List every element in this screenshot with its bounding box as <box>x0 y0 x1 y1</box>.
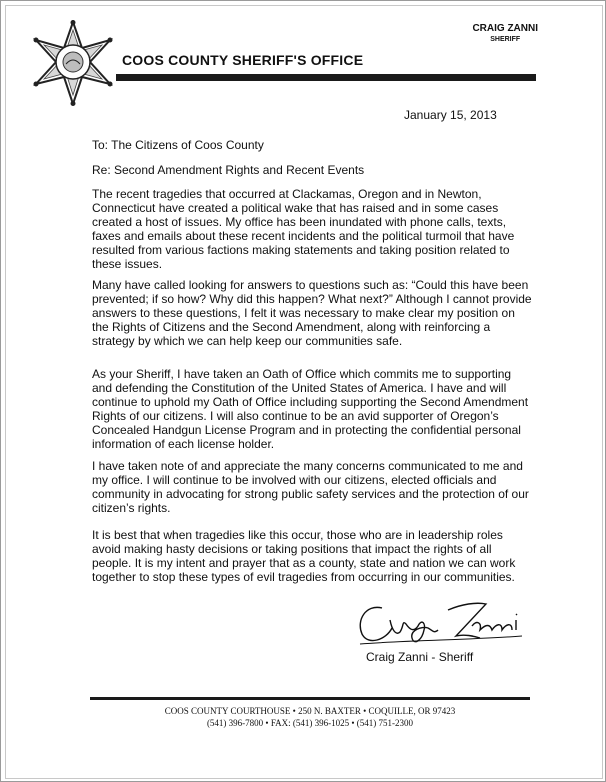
body-paragraph-2: Many have called looking for answers to questions such as: “Could this have been prevented; if so how? Why did this happen? What next?” Although I cannot provide answers to these questions, I felt it was necessary to make clear my position on the Rights of Citizens and the Second Amendment, along with reinforcing a strategy by which we can help keep our communities safe. <box>92 278 532 348</box>
footer-phones: (541) 396-7800 • FAX: (541) 396-1025 • (541) 751-2300 <box>206 718 414 728</box>
body-paragraph-4: I have taken note of and appreciate the many concerns communicated to me and my office. I will continue to be involved with our citizens, elected officials and community in advocating for strong public safety services and the protection of our citizen’s rights. <box>92 459 529 515</box>
body-paragraph-3: As your Sheriff, I have taken an Oath of Office which commits me to supporting and defending the Constitution of the United States of America. I have and will continue to uphold my Oath of Office including supporting the Second Amendment Rights of our citizens. I will also continue to be an avid supporter of Oregon’s Concealed Handgun License Program and in protecting the confidential personal information of each license holder. <box>92 367 529 451</box>
header-rule <box>116 74 536 81</box>
signature-image <box>352 590 542 650</box>
body-paragraph-1: The recent tragedies that occurred at Clackamas, Oregon and in Newton, Connecticut have created a political wake that has raised and in some cases created a host of issues. My office has been inundated with phone calls, texts, faxes and emails about these recent incidents and the political turmoil that have resulted from various factions making statements and taking position related to these issues. <box>92 187 515 271</box>
body-paragraph-5: It is best that when tragedies like this occur, those who are in leadership roles avoid making hasty decisions or taking positions that impact the rights of all people. It is my intent and prayer that as a county, state and nation we can work together to stop these types of evil tragedies from occurring in our communities. <box>92 528 516 584</box>
letter-subject: Re: Second Amendment Rights and Recent Events <box>92 163 365 177</box>
footer <box>90 705 530 729</box>
letter-date: January 15, 2013 <box>404 108 497 122</box>
sheriff-name: CRAIG ZANNI <box>472 23 538 34</box>
signature-line: Craig Zanni - Sheriff <box>366 650 474 664</box>
sheriff-title: SHERIFF <box>490 36 521 43</box>
letter-recipient: To: The Citizens of Coos County <box>92 138 264 152</box>
sheriff-name-block <box>472 23 538 45</box>
office-name: COOS COUNTY SHERIFF'S OFFICE <box>122 52 364 68</box>
sheriff-badge-icon <box>30 20 116 106</box>
footer-rule <box>90 697 530 700</box>
footer-address: COOS COUNTY COURTHOUSE • 250 N. BAXTER • COQUILLE, OR 97423 <box>164 706 456 716</box>
